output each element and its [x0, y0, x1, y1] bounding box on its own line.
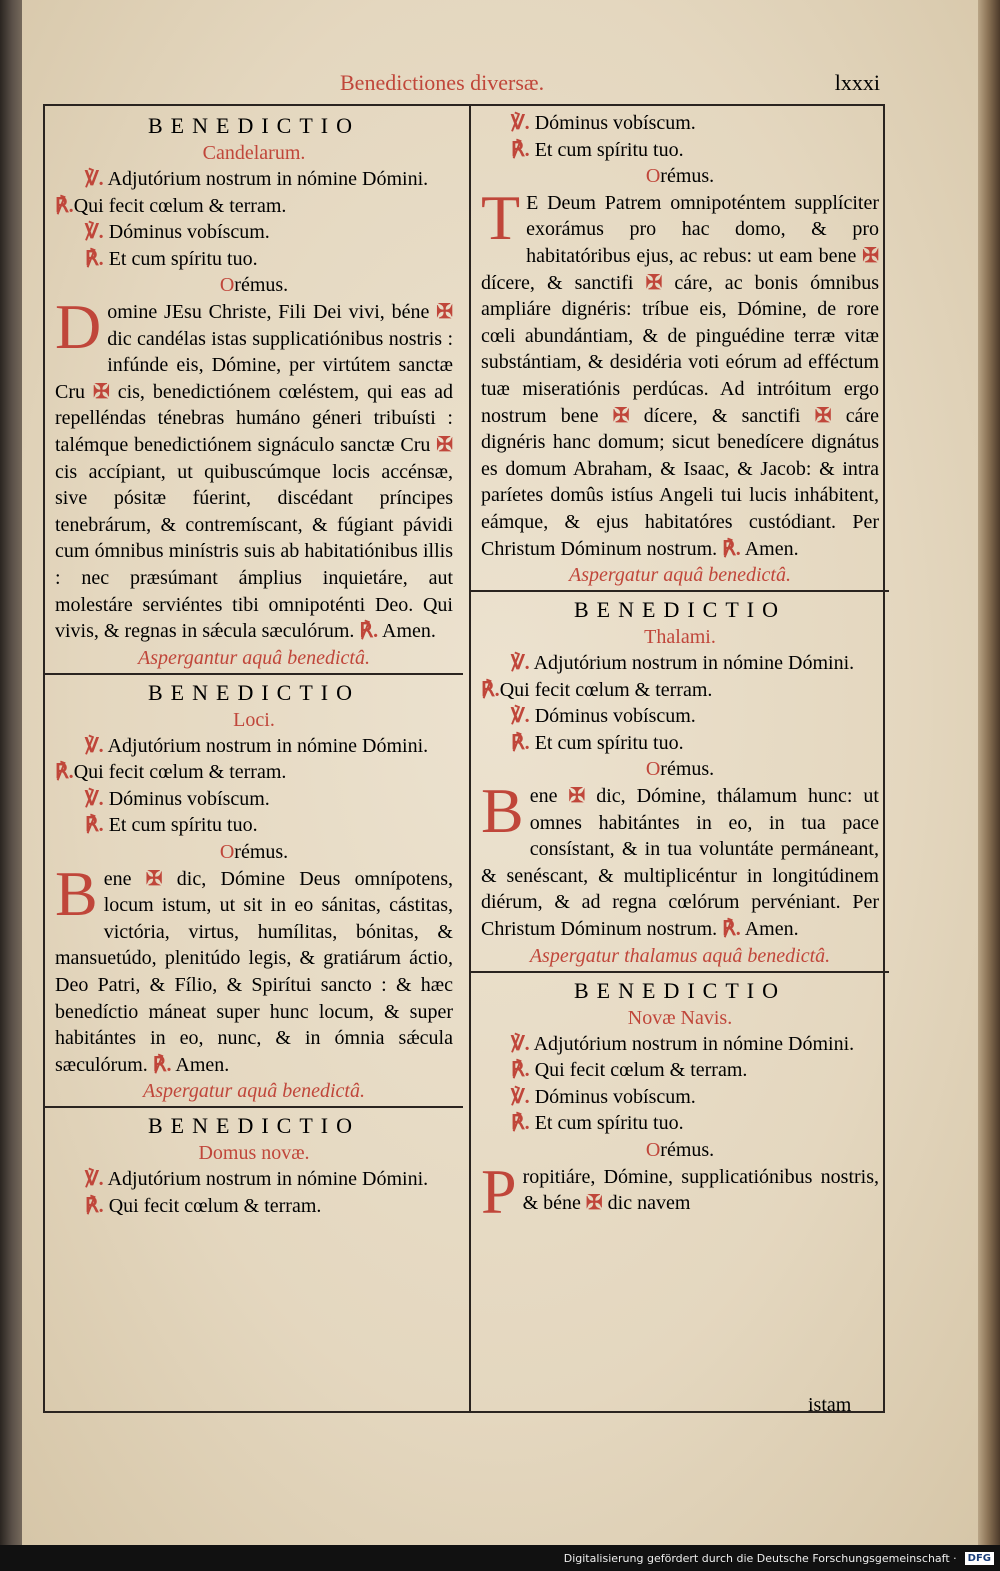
rubric: Aspergantur aquâ benedictâ.	[137, 646, 370, 669]
cross-icon: ✠	[568, 785, 586, 808]
section-rule	[45, 1106, 463, 1108]
response-line	[55, 812, 453, 839]
response-text: Et cum spíritu tuo.	[534, 731, 684, 754]
oremus-initial: O	[645, 1139, 661, 1161]
response-symbol: ℟.	[85, 814, 104, 837]
drop-cap: P	[481, 1155, 517, 1227]
oremus-initial: O	[645, 758, 661, 781]
oremus	[481, 756, 879, 783]
versicle-text: Dóminus vobíscum.	[108, 787, 270, 810]
section-heading: BENEDICTIO	[574, 597, 786, 623]
cross-icon: ✠	[145, 867, 163, 890]
response-symbol: ℟.	[511, 1112, 530, 1135]
amen: Amen.	[744, 537, 799, 560]
prayer-text	[55, 290, 453, 645]
prayer-text	[481, 775, 879, 943]
versicle-symbol: ℣.	[85, 787, 104, 810]
response-symbol: ℟.	[481, 678, 500, 701]
running-head	[340, 70, 880, 104]
text-frame	[43, 104, 885, 1413]
cross-icon: ✠	[436, 433, 453, 456]
versicle-text: Dóminus vobíscum.	[534, 1085, 696, 1108]
prayer-text	[481, 181, 880, 562]
cross-icon: ✠	[862, 244, 879, 267]
section-subtitle: Domus novæ.	[198, 1142, 310, 1165]
versicle-text: Adjutórium nostrum in nómine Dómini.	[533, 652, 855, 675]
oremus-text: rémus.	[234, 274, 289, 297]
response-symbol: ℟.	[722, 918, 741, 941]
drop-cap: T	[481, 181, 521, 253]
versicle-text: Adjutórium nostrum in nómine Dómini.	[107, 168, 429, 190]
rubric: Aspergatur aquâ benedictâ.	[142, 1080, 365, 1103]
response-symbol: ℟.	[511, 138, 530, 161]
oremus-initial: O	[219, 274, 235, 297]
oremus-text: rémus.	[660, 165, 715, 188]
response-text: Et cum spíritu tuo.	[108, 814, 258, 837]
page-edge-right	[978, 0, 1000, 1545]
section-subtitle: Novæ Navis.	[627, 1006, 733, 1029]
prayer-body: ene ✠ dic, Dómine Deus omnípotens, locum istum, ut sit in eo sánitas, cástitas, victória, virtus, humílitas, bónitas, & mansuetúdo, plenitúdo legis, & gratiárum áctio, Deo Patri, & Fílio, & Spirítui sancto : & hæc benedíctio máneat super hunc locum, & super habitántes in eo, nunc, & in ómnia sǽcula sæculórum.	[55, 867, 453, 1076]
versicle-text: Adjutórium nostrum in nómine Dómini.	[533, 1032, 855, 1055]
response-text: Qui fecit cœlum & terram.	[73, 761, 287, 784]
cross-icon: ✠	[645, 271, 663, 294]
section-heading: BENEDICTIO	[148, 1113, 360, 1139]
response-line	[481, 1110, 879, 1137]
section-subtitle: Candelarum.	[202, 142, 306, 164]
footer-credit: Digitalisierung gefördert durch die Deutsche Forschungsgemeinschaft ·	[563, 1551, 957, 1565]
prayer-body: E Deum Patrem omnipoténtem supplíciter exorámus pro hac domo, & pro habitatóribus ejus, ac rebus: ut eam bene ✠ dícere, & sanctifi ✠ cáre, ac bonis ómnibus ampliáre dignéris: tríbue eis, Dómine, de rore cœli abundántiam, & de pinguédine terræ vitæ substántiam, & desidéria voti eórum ad efféctum tuæ miseratiónis perdúcas. Ad intróitum ergo nostrum bene ✠ dícere, & sanctifi ✠ cáre dignéris hanc domum; sicut benedícere dignátus es domum Abraham, & Isaac, & Jacob: & intra paríetes domûs istíus Angeli tui lucis inhábitent, eámque, & ejus habitatóres custódiant. Per Christum Dóminum nostrum.	[481, 191, 880, 560]
section-rule	[45, 673, 463, 675]
dfg-logo: DFG	[965, 1552, 994, 1565]
cross-icon: ✠	[92, 380, 110, 403]
prayer-body: ene ✠ dic, Dómine, thálamum hunc: ut omnes habitántes in eo, in tua pace consístant, & in tua voluntáte permáneant, & senéscant, & multiplicéntur in longitúdinem diérum, & ad regna cœlórum pervéniant. Per Christum Dóminum nostrum.	[481, 785, 879, 941]
response-text: Et cum spíritu tuo.	[534, 1112, 684, 1135]
prayer-body: omine JEsu Christe, Fili Dei vivi, béne ✠ dic candélas istas supplicatiónibus nostris : infúnde eis, Dómine, per virtútem sanctæ Cru ✠ cis, benedictiónem cœléstem, qui eas ad repelléndas ténebras humáno géneri tribuísti : talémque benedictiónem signáculo sanctæ Cru ✠ cis accípiant, ut quibuscúmque locis accénsæ, sive pósitæ fúerint, discédant príncipes tenebrárum, & contremíscant, & fúgiant pávidi cum ómnibus minístris suis ab habitatiónibus illis : nec præsúmant ámplius inquietáre, aut molestáre serviéntes tibi omnipoténti Deo. Qui vivis, & regnas in sǽcula sæculórum.	[55, 300, 453, 643]
drop-cap: D	[55, 290, 102, 362]
cross-icon: ✠	[585, 1192, 603, 1215]
folio-number: lxxxi	[834, 70, 880, 95]
versicle-line	[55, 166, 453, 219]
response-line	[55, 1193, 453, 1220]
footer-bar	[0, 1545, 1000, 1571]
versicle-symbol: ℣.	[511, 1032, 530, 1055]
catchword: istam	[808, 1394, 852, 1416]
oremus-text: rémus.	[660, 758, 715, 781]
response-symbol: ℟.	[359, 620, 379, 643]
amen: Amen.	[382, 620, 436, 643]
response-text: Qui fecit cœlum & terram.	[73, 194, 287, 217]
versicle-line	[55, 733, 453, 786]
oremus	[481, 163, 879, 190]
response-text: Et cum spíritu tuo.	[534, 138, 684, 161]
section-subtitle: Thalami.	[644, 626, 716, 649]
section-rule	[471, 971, 889, 973]
section-rule	[471, 590, 889, 592]
versicle-symbol: ℣.	[85, 1168, 104, 1191]
response-symbol: ℟.	[55, 761, 74, 784]
column-divider	[469, 106, 471, 1411]
oremus-initial: O	[645, 165, 661, 188]
versicle-text: Dóminus vobíscum.	[108, 221, 270, 244]
cross-icon: ✠	[436, 300, 453, 323]
response-symbol: ℟.	[511, 731, 530, 754]
running-head-title: Benedictiones diversæ.	[340, 70, 545, 95]
oremus-text: rémus.	[660, 1139, 715, 1161]
rubric: Aspergatur aquâ benedictâ.	[568, 564, 791, 587]
section-subtitle: Loci.	[233, 708, 275, 731]
section-heading: BENEDICTIO	[574, 977, 786, 1003]
response-line	[481, 1057, 879, 1084]
oremus	[55, 839, 453, 866]
cross-icon: ✠	[814, 404, 832, 427]
rubric: Aspergatur thalamus aquâ benedictâ.	[529, 944, 831, 967]
versicle-text: Adjutórium nostrum in nómine Dómini.	[107, 734, 429, 757]
prayer-body: ropitiáre, Dómine, supplicatiónibus nostris, & béne ✠ dic navem	[522, 1165, 879, 1215]
versicle-text: Dóminus vobíscum.	[534, 705, 696, 728]
versicle-text: Adjutórium nostrum in nómine Dómini.	[107, 1168, 429, 1191]
response-line	[55, 246, 453, 273]
left-column	[55, 110, 453, 1220]
oremus-text: rémus.	[234, 841, 289, 864]
versicle-symbol: ℣.	[511, 1085, 530, 1108]
drop-cap: B	[481, 775, 524, 847]
versicle-text: Dóminus vobíscum.	[534, 112, 696, 134]
drop-cap: B	[55, 857, 98, 929]
versicle-line	[481, 1031, 879, 1058]
versicle-line	[55, 219, 453, 246]
response-text: Qui fecit cœlum & terram.	[499, 678, 713, 701]
response-text: Et cum spíritu tuo.	[108, 247, 258, 270]
versicle-symbol: ℣.	[511, 652, 530, 675]
right-column	[481, 110, 880, 1227]
oremus	[481, 1137, 879, 1164]
response-symbol: ℟.	[85, 247, 104, 270]
versicle-line	[481, 110, 879, 137]
versicle-line	[481, 703, 879, 730]
oremus	[55, 272, 453, 299]
versicle-symbol: ℣.	[511, 705, 530, 728]
section-heading: BENEDICTIO	[148, 679, 360, 705]
response-line	[481, 137, 879, 164]
response-text: Qui fecit cœlum & terram.	[108, 1195, 322, 1217]
versicle-line	[55, 1166, 453, 1193]
versicle-symbol: ℣.	[85, 221, 104, 244]
response-symbol: ℟.	[511, 1059, 530, 1082]
oremus-initial: O	[219, 841, 235, 864]
prayer-text	[55, 857, 453, 1079]
response-symbol: ℟.	[152, 1053, 172, 1076]
versicle-symbol: ℣.	[85, 168, 104, 190]
response-symbol: ℟.	[55, 194, 74, 217]
versicle-symbol: ℣.	[511, 112, 530, 134]
response-text: Qui fecit cœlum & terram.	[534, 1059, 748, 1082]
response-symbol: ℟.	[722, 537, 741, 560]
versicle-line	[481, 1084, 879, 1111]
versicle-symbol: ℣.	[85, 734, 104, 757]
amen: Amen.	[744, 918, 799, 941]
versicle-line	[55, 786, 453, 813]
amen: Amen.	[175, 1053, 230, 1076]
section-heading: BENEDICTIO	[148, 113, 360, 138]
response-symbol: ℟.	[85, 1195, 104, 1217]
prayer-text	[481, 1155, 879, 1227]
response-line	[481, 730, 879, 757]
cross-icon: ✠	[612, 404, 630, 427]
versicle-line	[481, 650, 879, 703]
